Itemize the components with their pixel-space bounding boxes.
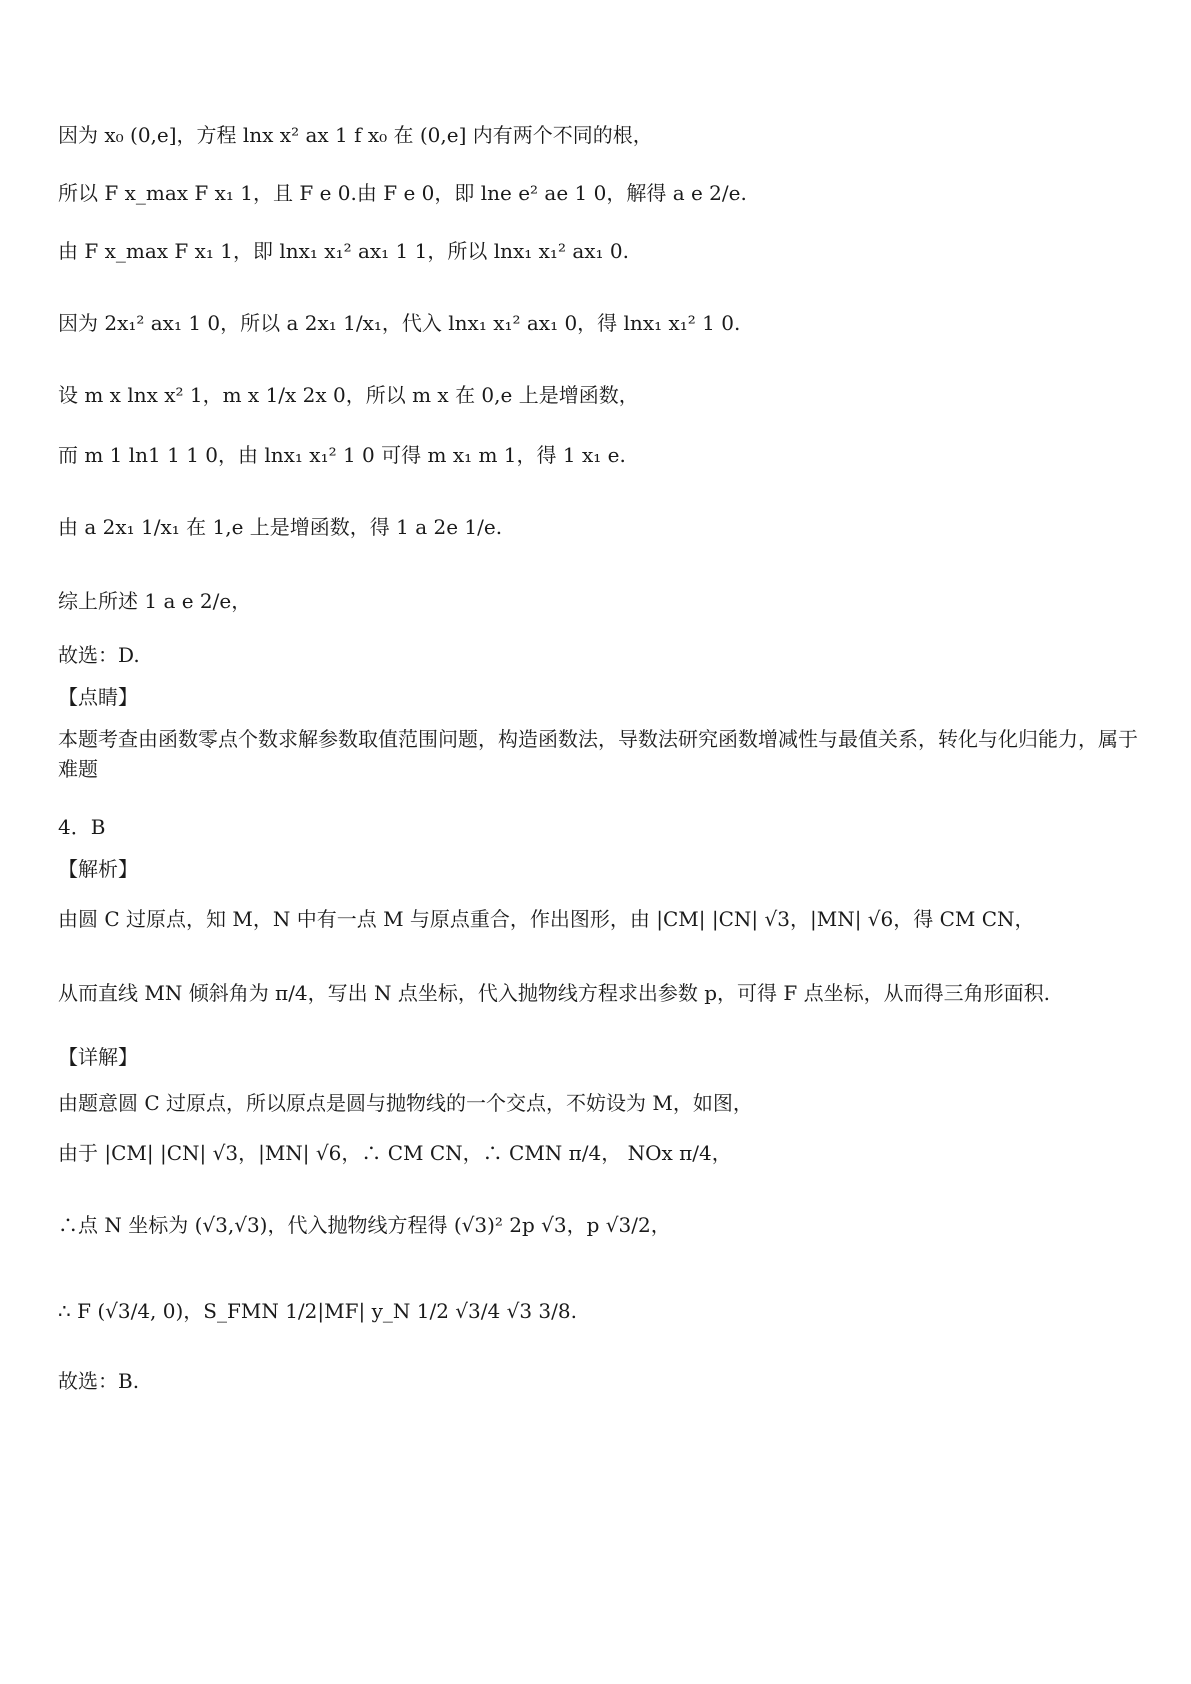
question-answer-4: 4．B <box>58 815 106 839</box>
section-heading-xiangjie: 【详解】 <box>58 1045 138 1069</box>
text-line-3: 由 F x_max F x₁ 1，即 lnx₁ x₁² ax₁ 1 1，所以 lnx₁ x₁² ax₁ 0. <box>58 239 629 263</box>
text-line-1: 因为 x₀ (0,e]，方程 lnx x² ax 1 f x₀ 在 (0,e] 内有两个不同的根， <box>58 123 653 147</box>
text-line-9: 故选：D. <box>58 643 140 667</box>
text-line-5: 设 m x lnx x² 1，m x 1/x 2x 0，所以 m x 在 0,e 上是增函数， <box>58 383 639 407</box>
text-line-final-choice: 故选：B. <box>58 1369 140 1393</box>
text-line-6: 而 m 1 ln1 1 1 0，由 lnx₁ x₁² 1 0 可得 m x₁ m 1，得 1 x₁ e. <box>58 443 626 467</box>
text-line-detail-3: ∴点 N 坐标为 (√3,√3)，代入抛物线方程得 (√3)² 2p √3，p √3/2， <box>58 1213 671 1237</box>
text-line-8: 综上所述 1 a e 2/e， <box>58 589 252 613</box>
section-heading-jiexi: 【解析】 <box>58 857 138 881</box>
text-line-detail-1: 由题意圆 C 过原点，所以原点是圆与抛物线的一个交点，不妨设为 M，如图， <box>58 1091 753 1115</box>
text-paragraph-summary: 本题考查由函数零点个数求解参数取值范围问题，构造函数法，导数法研究函数增减性与最值关系，转化与化归能力，属于难题 <box>58 727 1138 781</box>
section-heading-dianjing: 【点睛】 <box>58 685 138 709</box>
text-line-detail-2: 由于 |CM| |CN| √3，|MN| √6，∴ CM CN，∴ CMN π/4， NOx π/4， <box>58 1141 732 1165</box>
text-line-7: 由 a 2x₁ 1/x₁ 在 1,e 上是增函数，得 1 a 2e 1/e. <box>58 515 503 539</box>
text-line-4: 因为 2x₁² ax₁ 1 0，所以 a 2x₁ 1/x₁，代入 lnx₁ x₁² ax₁ 0，得 lnx₁ x₁² 1 0. <box>58 311 741 335</box>
text-line-detail-4: ∴ F (√3/4, 0)，S_FMN 1/2|MF| y_N 1/2 √3/4 √3 3/8. <box>58 1299 577 1323</box>
text-line-analysis-2: 从而直线 MN 倾斜角为 π/4，写出 N 点坐标，代入抛物线方程求出参数 p，可得 F 点坐标，从而得三角形面积. <box>58 981 1050 1005</box>
text-line-2: 所以 F x_max F x₁ 1，且 F e 0.由 F e 0，即 lne e² ae 1 0，解得 a e 2/e. <box>58 181 747 205</box>
text-line-analysis-1: 由圆 C 过原点，知 M，N 中有一点 M 与原点重合，作出图形，由 |CM| |CN| √3，|MN| √6，得 CM CN， <box>58 907 1035 931</box>
